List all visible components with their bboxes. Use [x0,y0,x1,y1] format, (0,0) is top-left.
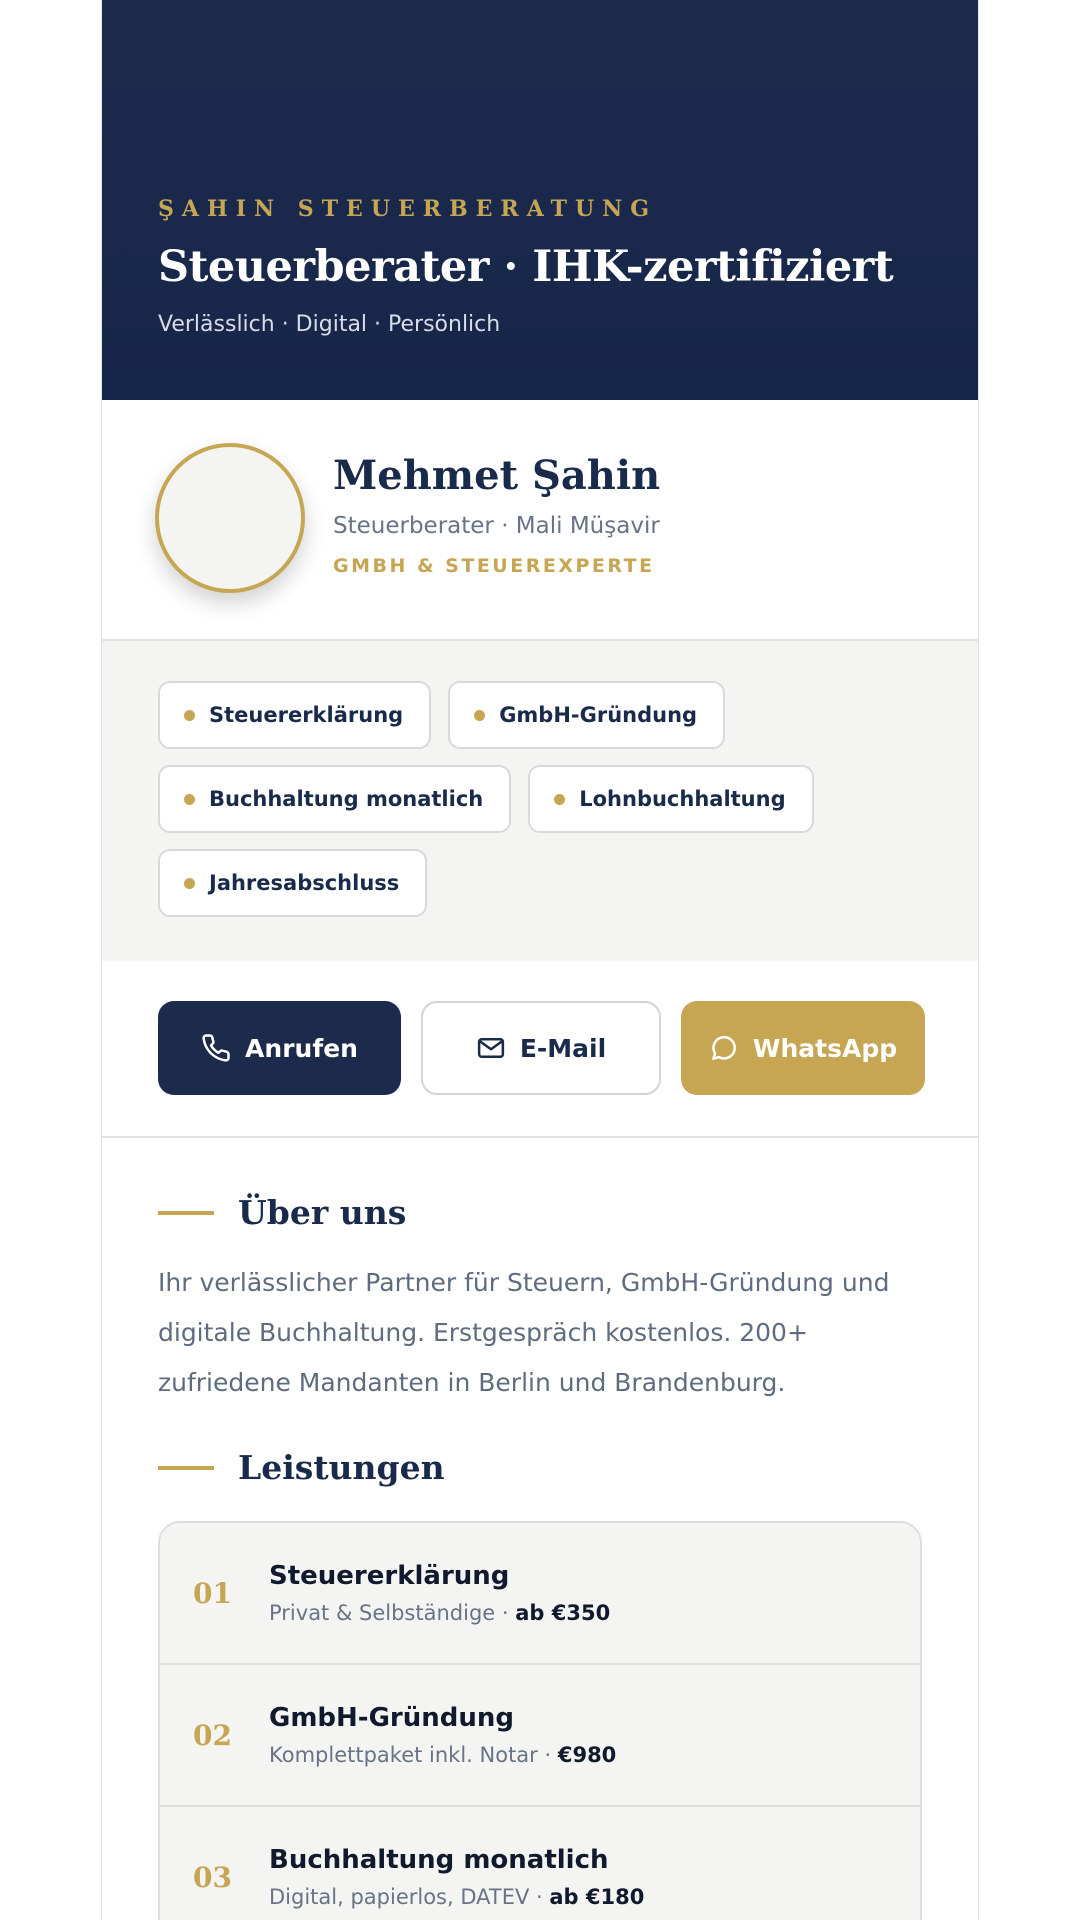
services-section [102,1448,978,1920]
tag-label: Lohnbuchhaltung [579,787,786,811]
bullet-dot-icon [554,794,565,805]
service-title: GmbH-Gründung [269,1703,515,1733]
about-title: Über uns [238,1193,407,1232]
service-item[interactable] [160,1807,920,1920]
tag-chip [158,681,431,749]
chat-bubble-icon [709,1033,739,1063]
service-description [269,1885,644,1909]
service-item[interactable] [160,1665,920,1807]
bullet-dot-icon [184,710,195,721]
hero-tagline: Verlässlich · Digital · Persönlich [158,312,501,337]
service-number: 01 [193,1576,232,1610]
tag-chip [528,765,813,833]
tag-chip [158,849,427,917]
call-button-label: Anrufen [245,1033,358,1063]
page-card [101,0,979,1920]
heading-accent-line [158,1211,214,1215]
hero-title: Steuerberater · IHK-zertifiziert [158,242,894,292]
profile-subtitle: GMBH & STEUEREXPERTE [333,555,655,577]
service-desc-text: Privat & Selbständige · [269,1601,516,1625]
service-body [269,1703,616,1767]
service-title: Buchhaltung monatlich [269,1845,609,1875]
about-text: Ihr verlässlicher Partner für Steuern, GmbH-Gründung und digitale Buchhaltung. Erstgespräch kostenlos. 200+ zufriedene Mandanten in Berlin und Brandenburg. [158,1268,890,1397]
service-price: ab €180 [549,1885,645,1909]
profile-info [333,452,660,577]
about-section [102,1193,978,1408]
tag-label: Steuererklärung [209,703,404,727]
bullet-dot-icon [184,794,195,805]
service-desc-text: Digital, papierlos, DATEV · [269,1885,550,1909]
services-list [158,1521,922,1920]
service-price: €980 [557,1743,617,1767]
brand-name: ŞAHIN STEUERBERATUNG [158,196,658,222]
action-bar [102,961,978,1138]
tag-label: Jahresabschluss [209,871,400,895]
service-number: 02 [193,1718,232,1752]
service-body [269,1561,610,1625]
mail-icon [476,1033,506,1063]
bullet-dot-icon [184,878,195,889]
services-heading [102,1448,978,1487]
whatsapp-button[interactable] [681,1001,925,1095]
service-description [269,1743,616,1767]
bullet-dot-icon [474,710,485,721]
service-price: ab €350 [515,1601,611,1625]
about-heading [102,1193,978,1232]
services-title: Leistungen [238,1448,445,1487]
tag-list [102,641,978,961]
avatar [155,443,305,593]
profile-name: Mehmet Şahin [333,452,661,499]
service-title: Steuererklärung [269,1561,510,1591]
tag-chip [158,765,511,833]
service-desc-text: Komplettpaket inkl. Notar · [269,1743,558,1767]
tag-label: Buchhaltung monatlich [209,787,484,811]
phone-icon [201,1033,231,1063]
service-body [269,1845,644,1909]
whatsapp-button-label: WhatsApp [752,1033,898,1063]
service-description [269,1601,610,1625]
email-button-label: E-Mail [519,1033,607,1063]
service-item[interactable] [160,1523,920,1665]
profile-role: Steuerberater · Mali Müşavir [333,513,660,539]
profile-section [102,400,978,641]
service-number: 03 [193,1860,232,1894]
email-button[interactable] [421,1001,661,1095]
tag-chip [448,681,725,749]
heading-accent-line [158,1466,214,1470]
hero-header [102,0,978,400]
call-button[interactable] [158,1001,401,1095]
tag-label: GmbH-Gründung [499,703,698,727]
